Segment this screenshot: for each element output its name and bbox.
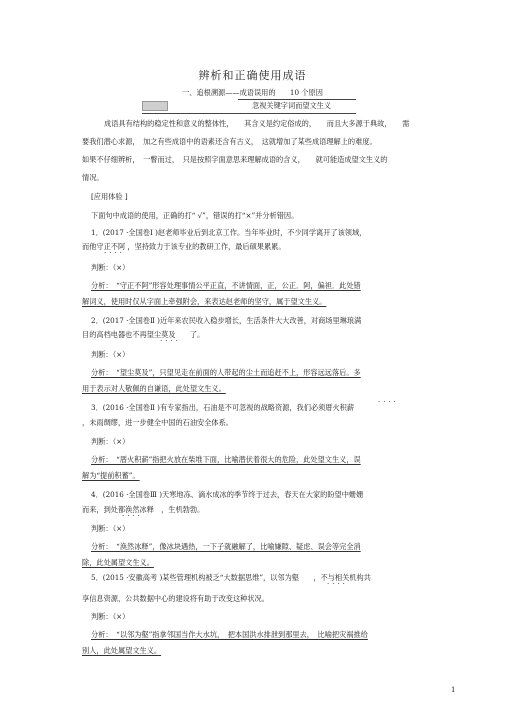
emphasis-dots: ···· bbox=[122, 512, 143, 520]
section-subtitle: 一、追根溯源——成语误用的 10 个原因 bbox=[182, 88, 323, 97]
analysis-line: 分析： “涣然冰释”，像冰块遇热，一下子就融解了，比喻嫌隙、疑虑、误会等完全消 bbox=[91, 542, 361, 551]
tag-marker bbox=[142, 101, 168, 111]
question-line: 4．(2016 ·全国卷Ⅲ )天寒地冻、滴水成冰的季节终于过去，春天在大家的盼望中姗姗 bbox=[91, 490, 364, 499]
analysis-line: 用于表示对人敬佩的自谦语，此处望文生义。 bbox=[82, 384, 226, 393]
question-line: 3．(2016 ·全国卷Ⅱ )有专家指出，石油是不可忽视的战略资源，我们必须厝火积薪 bbox=[91, 403, 355, 412]
emphasis-dots: ···· bbox=[104, 249, 125, 257]
tag-label: 忽视关键字词而望文生义 bbox=[252, 101, 332, 110]
emphasis-dots: ···· bbox=[378, 398, 399, 406]
question-line: ，未雨绸缪，进一步健全中国的石油安全体系。 bbox=[82, 418, 233, 427]
analysis-line: 解词义，使用时仅从字面上牵强附会，来表达赵老师的坚守，属于望文生义。 bbox=[82, 297, 327, 306]
analysis-line: 别人，此处属望文生义。 bbox=[82, 646, 162, 655]
question-line: 而来，到处都涣然冰释 ，生机勃勃。 bbox=[82, 505, 205, 514]
question-line: 而他守正不阿 ，坚持致力于该专业的教研工作，最后硕果累累。 bbox=[82, 242, 286, 251]
question-line: 5．(2015 ·安徽高考 )某些管理机构被乏“大数据思维”，以邻为壑 ，不与相关机构共 bbox=[91, 573, 371, 582]
tag-bottom-rule bbox=[142, 113, 356, 114]
judgment: 判断：（×） bbox=[91, 350, 130, 359]
tag-top-rule bbox=[238, 99, 356, 100]
analysis-line: 解为“提前积蓄”。 bbox=[82, 471, 140, 480]
page-number: 1 bbox=[451, 686, 456, 694]
emphasis-dots: ···· bbox=[160, 337, 181, 345]
emphasis-dots: ···· bbox=[327, 580, 348, 588]
analysis-line: 分析： “望尘莫及”，只望见走在前面的人带起的尘土而追赶不上，形容远远落后。多 bbox=[91, 368, 361, 377]
intro-line: 如果不仔细辨析， 一瞥而过， 只是按照字面意思来理解成语的含义， 就可能造成望文生义的 bbox=[82, 155, 388, 164]
question-line: 目的高档电器也不再望尘莫及 了。 bbox=[82, 330, 205, 339]
judgment: 判断：（×） bbox=[91, 524, 130, 533]
judgment: 判断：（×） bbox=[91, 263, 130, 272]
intro-line: 情况。 bbox=[82, 173, 104, 182]
judgment: 判断：（×） bbox=[91, 612, 130, 621]
page-title: 辨析和正确使用成语 bbox=[198, 69, 307, 82]
intro-line: 要我们潜心求源， 加之有些成语中的语素还含有古义， 这就增加了某些成语理解上的难度。 bbox=[82, 137, 377, 146]
analysis-line: 除，此处属望文生义。 bbox=[82, 558, 154, 567]
question-line: 享信息资源，公共数据中心的建设将有助于改变这种状况。 bbox=[82, 594, 269, 603]
practice-label: [应用体验 ] bbox=[91, 192, 128, 201]
instruction: 下面句中成语的使用，正确的打“ √”，错误的打“×”并分析错因。 bbox=[91, 211, 299, 220]
analysis-line: 分析： “守正不阿”形容处理事情公平正直，不讲情面，正，公正．阿，偏袒．此处错 bbox=[91, 281, 361, 290]
question-line: 1．(2017 ·全国卷Ⅰ )赵老师毕业后到北京工作。当年毕业时，不少同学离开了该领域， bbox=[91, 228, 367, 237]
question-line: 2．(2017 ·全国卷Ⅱ )近年来农民收入稳步增长，生活条件大大改善，对商场里琳琅满 bbox=[91, 316, 362, 325]
analysis-line: 分析： “以邻为壑”指拿邻国当作大水坑， 把本国洪水排泄到那里去， 比喻把灾祸推给 bbox=[91, 630, 368, 639]
judgment: 判断：（×） bbox=[91, 437, 130, 446]
intro-line: 成语具有结构的稳定性和意义的整体性， 其含义是约定俗成的， 而且大多源于典故， 需 bbox=[104, 119, 410, 128]
analysis-line: 分析： “厝火积薪”指把火放在柴堆下面，比喻潜伏着很大的危险，此处望文生义，误 bbox=[91, 455, 361, 464]
